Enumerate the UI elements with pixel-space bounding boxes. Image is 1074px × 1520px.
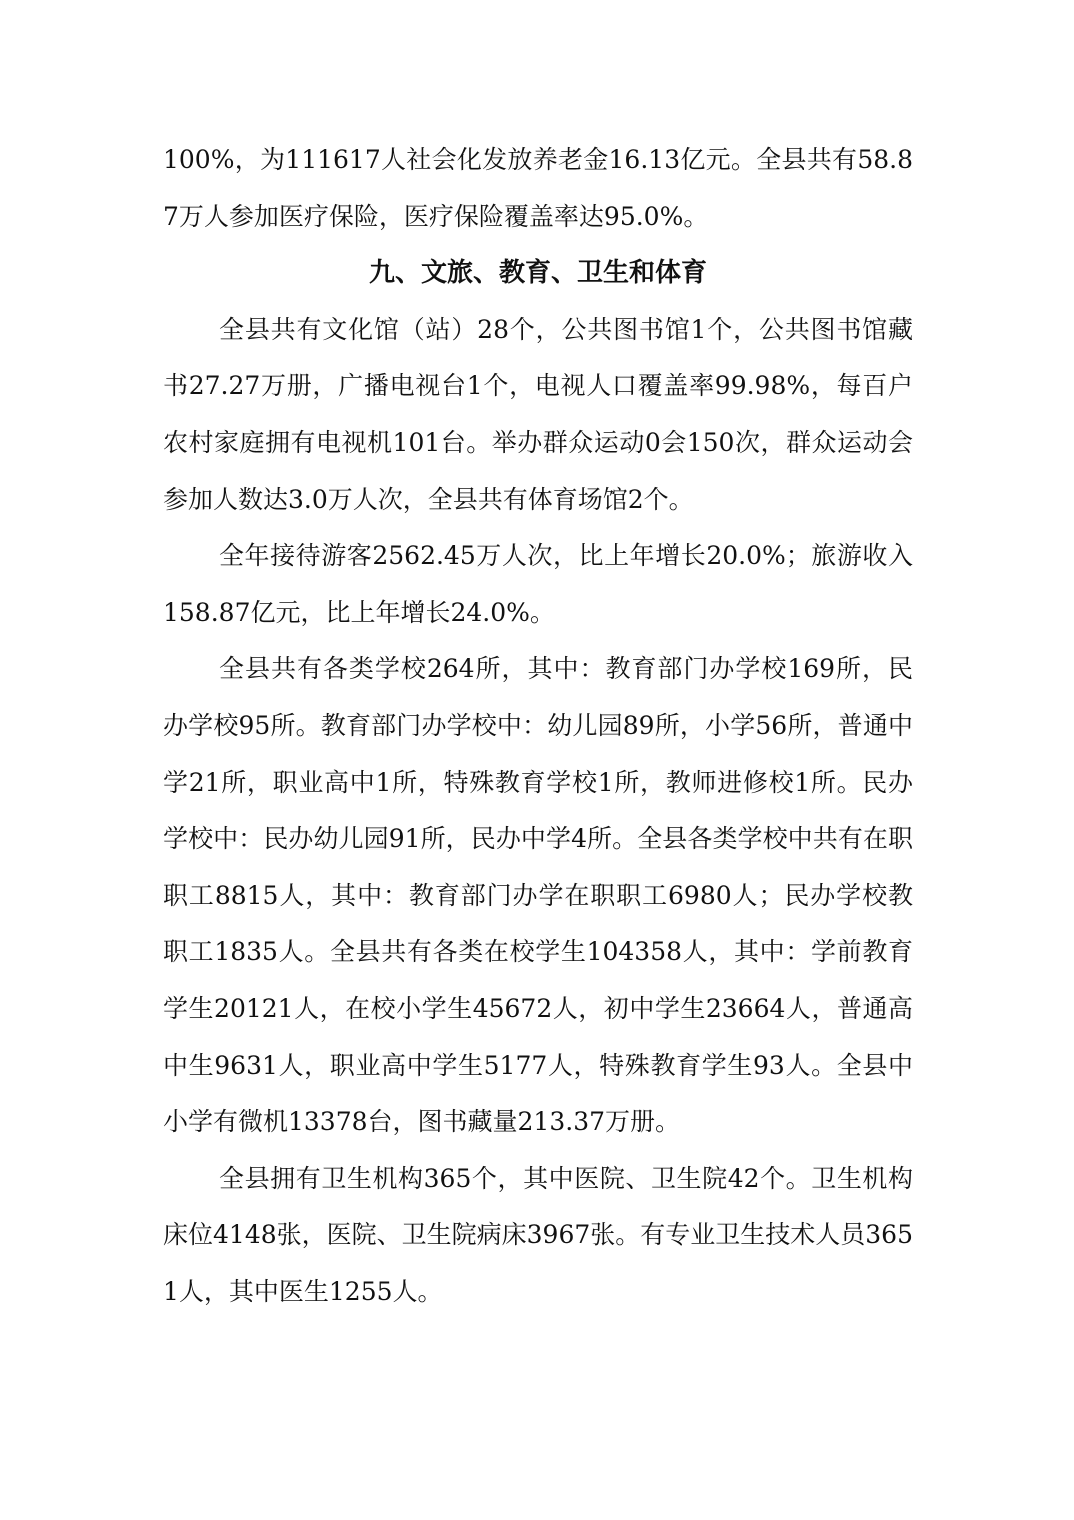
document-page <box>163 132 913 1320</box>
paragraph-education: 全县共有各类学校264所，其中：教育部门办学校169所，民办学校95所。教育部门办学校中：幼儿园89所，小学56所，普通中学21所，职业高中1所，特殊教育学校1所，教师进修校1所。民办学校中：民办幼儿园91所，民办中学4所。全县各类学校中共有在职职工8815人，其中：教育部门办学在职职工6980人；民办学校教职工1835人。全县共有各类在校学生104358人，其中：学前教育学生20121人，在校小学生45672人，初中学生23664人，普通高中生9631人，职业高中学生5177人，特殊教育学生93人。全县中小学有微机13378台，图书藏量213.37万册。 <box>163 654 913 1137</box>
paragraph-health: 全县拥有卫生机构365个，其中医院、卫生院42个。卫生机构床位4148张，医院、卫生院病床3967张。有专业卫生技术人员3651人，其中医生1255人。 <box>163 1163 913 1306</box>
paragraph-culture-sports: 全县共有文化馆（站）28个，公共图书馆1个，公共图书馆藏书27.27万册，广播电视台1个，电视人口覆盖率99.98%，每百户农村家庭拥有电视机101台。举办群众运动0会150次，群众运动会参加人数达3.0万人次，全县共有体育场馆2个。 <box>163 314 913 514</box>
section-title: 九、文旅、教育、卫生和体育 <box>368 258 707 289</box>
continuation-paragraph: 100%，为111617人社会化发放养老金16.13亿元。全县共有58.87万人参加医疗保险，医疗保险覆盖率达95.0%。 <box>163 145 913 231</box>
paragraph-tourism: 全年接待游客2562.45万人次，比上年增长20.0%；旅游收入158.87亿元，比上年增长24.0%。 <box>163 541 913 627</box>
